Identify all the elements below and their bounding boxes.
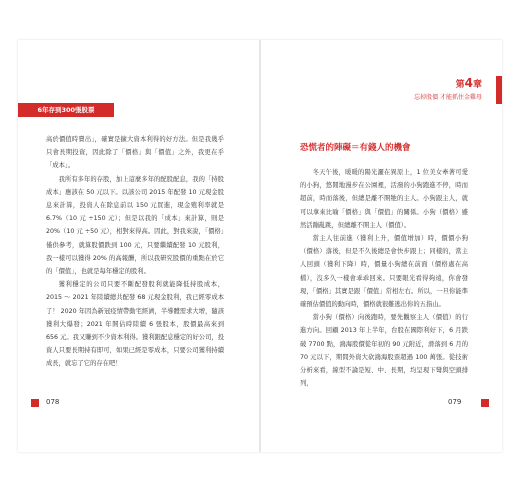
header-tab: 6年存到300張股票 bbox=[18, 103, 114, 117]
right-body bbox=[300, 166, 468, 390]
book-gutter bbox=[259, 40, 261, 452]
paragraph: 我所有多年的存股，加上這麼多年的配股配息，我的「持股成本」應該在 50 元以下。以該公司 2015 年配發 10 元現金股息來計算，投資人在除息前以 150 元買進，現金殖利率就是 6.7%（10 元 ÷150 元）；但是以我的「成本」來計算，則是 20%（10 元 ÷50 元），相對來得高。因此，對我來說，「價格」僅供參考，就算股價跌到 100 元，只要繼續配發 10 元股利，我一樣可以獲得 20% 的高報酬，所以我研究股價的重點在於它的「價值」，也就是每年穩定的股利。 bbox=[46, 175, 224, 276]
chapter-bar bbox=[496, 76, 502, 104]
paragraph: 高於價值時賣出」，確實是擴大資本利得的好方法。但是我幾乎只會長期投資，因此除了「價格」與「價值」之外，我更在乎「成本」。 bbox=[46, 136, 224, 170]
section-title: 恐慌者的陣礙＝有錢人的機會 bbox=[300, 143, 411, 153]
page-number: 078 bbox=[46, 398, 60, 406]
page-number: 079 bbox=[448, 398, 462, 406]
paragraph: 當主人往前進（獲利上升，價值增加）時，價價小狗（價格）落後，但是不久後總是會快步跟上；同樣的，當主人回頭（獲利下降）時，價量小狗總在前面（價格處在高檔），沒多久一樣會乖乖回來。只要眼光看得夠遠，你會發現，「價格」其實是跟「價值」常相左右。所以，一旦你能準確預估價值的動向時，價格就很難逃出你的五指山。 bbox=[300, 235, 468, 309]
page-marker bbox=[31, 399, 39, 407]
paragraph: 當小狗（價格）向後跑時，要先觀察主人（價值）的行進方向。回顧 2013 年上半年，台股在國際利好下，6 月跌破 7700 點，鴻海股價從年初的 90 元附近，滑落到 6 月的 70 元以下，期間外資大砍鴻海股票超過 100 萬張。從技術分析來看，線型不論是短、中、長期，均呈現下彎與空頭排列， bbox=[300, 314, 468, 388]
chapter-label: 第4章 bbox=[455, 76, 482, 90]
page-marker bbox=[481, 399, 489, 407]
paragraph: 獲利穩定的公司只要不斷配發股利就能降低持股成本，2015 ～ 2021 年陸續總共配發 68 元現金股利，我已經零成本了！ 2020 年因為新冠疫情帶動宅經濟，半導體需求大增，隨該獲利大爆發；2021 年開佔時陸續 6 張股本，股價最高來到 656 元。我又賺到不少資本利得。獲利跟配息穩定的好公司，投資人只要長期持有即可，如果已經是零成本，只要公司獲利持續成長，就忘了它的存在吧！ bbox=[46, 281, 224, 368]
chapter-subtitle: 忘掉股價 才能抓住金雞母 bbox=[414, 94, 482, 101]
paragraph: 冬天午後，暖暖的陽光灑在異原上，1 位美女牽著可愛的小狗，悠閒地漫步在公園裡，活潑的小狗跑進不停，時而超前，時而落後，但總是離不開牠的主人。小狗跟主人，就可以拿來比喻「價格」與「價值」的關係。小狗（價格）雖然活蹦亂跳，但總離不開主人（價值）。 bbox=[300, 169, 468, 229]
chapter-heading bbox=[414, 76, 482, 101]
left-body bbox=[46, 133, 224, 371]
